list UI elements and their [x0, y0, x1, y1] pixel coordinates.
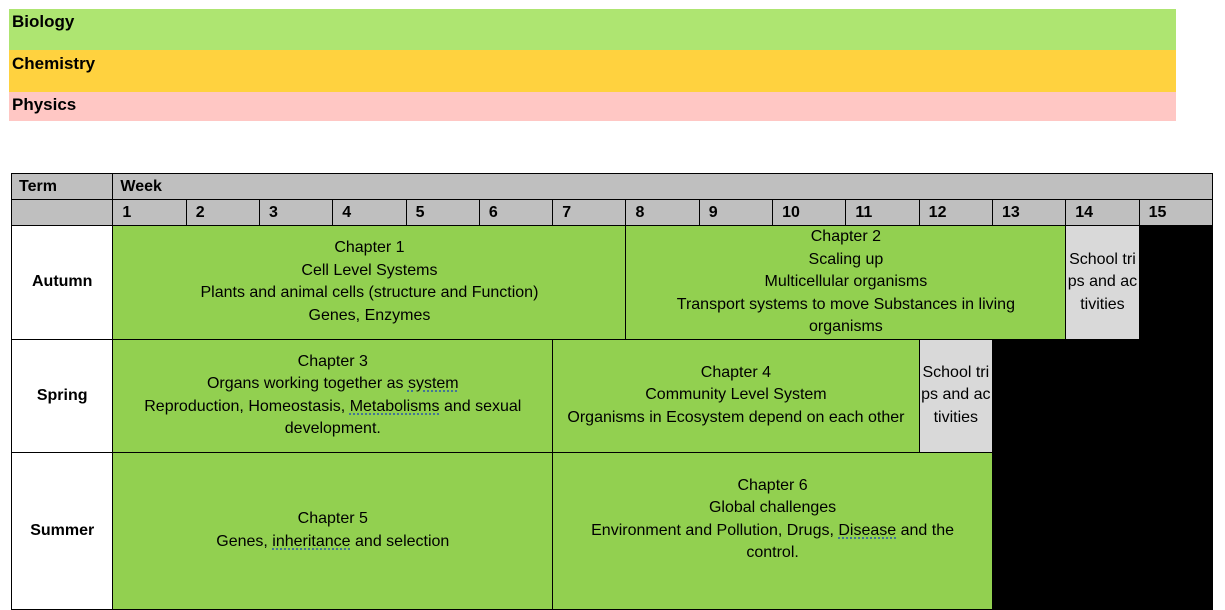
- legend-chemistry: Chemistry: [9, 50, 1176, 92]
- week-cell: 11: [846, 200, 919, 226]
- term-header: Term: [12, 174, 113, 200]
- chapter-title: Chapter 2: [810, 228, 881, 245]
- chapter-5-cell: [113, 452, 553, 609]
- chapter-topic: Organs working together as system: [206, 375, 459, 392]
- schedule-table: [11, 173, 1213, 610]
- summer-row: [12, 452, 1213, 609]
- week-cell: 6: [479, 200, 552, 226]
- legend-biology: Biology: [9, 9, 1176, 50]
- blocked-cell: [992, 452, 1065, 609]
- chapter-topic: Transport systems to move Substances in living organisms: [676, 295, 1015, 335]
- blank-header-cell: [12, 200, 113, 226]
- school-trips-cell: School trips and activities: [1066, 226, 1139, 340]
- chapter-topic: Plants and animal cells (structure and Function): [200, 284, 539, 302]
- blocked-cell: [1066, 452, 1139, 609]
- week-cell: 8: [626, 200, 699, 226]
- chapter-title: Chapter 4: [700, 363, 772, 381]
- blocked-cell: [1139, 339, 1212, 452]
- school-trips-cell: School trips and activities: [919, 339, 992, 452]
- week-cell: 15: [1139, 200, 1212, 226]
- blocked-cell: [1139, 452, 1212, 609]
- week-cell: 3: [260, 200, 333, 226]
- chapter-topic: Global challenges: [708, 499, 837, 516]
- week-cell: 4: [333, 200, 406, 226]
- week-cell: 5: [406, 200, 479, 226]
- chapter-1-cell: [113, 226, 626, 340]
- week-cell: 9: [699, 200, 772, 226]
- week-numbers-row: [12, 200, 1213, 226]
- chapter-topic: Environment and Pollution, Drugs, Disease and the control.: [591, 521, 955, 561]
- chapter-topic: Cell Level Systems: [301, 261, 438, 279]
- spring-row: [12, 339, 1213, 452]
- chapter-topic: Community Level System: [645, 386, 827, 404]
- chapter-topic: Organisms in Ecosystem depend on each other: [567, 408, 905, 426]
- week-cell: 13: [992, 200, 1065, 226]
- chapter-title: Chapter 6: [737, 476, 808, 494]
- blocked-cell: [1066, 339, 1139, 452]
- week-cell: 10: [773, 200, 846, 226]
- week-cell: 14: [1066, 200, 1139, 226]
- week-cell: 2: [186, 200, 259, 226]
- chapter-topic: Scaling up: [808, 250, 884, 268]
- chapter-title: Chapter 5: [297, 510, 368, 527]
- legend-physics: Physics: [9, 92, 1176, 121]
- blocked-cell: [1139, 226, 1212, 340]
- blocked-cell: [992, 339, 1065, 452]
- chapter-title: Chapter 1: [334, 239, 405, 257]
- term-autumn: Autumn: [12, 226, 113, 340]
- chapter-topic: Reproduction, Homeostasis, Metabolisms and sexual development.: [144, 397, 522, 437]
- chapter-2-cell: [626, 226, 1066, 340]
- week-cell: 1: [113, 200, 186, 226]
- chapter-topic: Genes, Enzymes: [308, 306, 431, 324]
- week-header: Week: [113, 174, 1213, 200]
- autumn-row: [12, 226, 1213, 340]
- week-cell: 7: [553, 200, 626, 226]
- term-summer: Summer: [12, 452, 113, 609]
- week-cell: 12: [919, 200, 992, 226]
- chapter-title: Chapter 3: [297, 352, 368, 370]
- chapter-topic: Multicellular organisms: [764, 273, 928, 290]
- term-spring: Spring: [12, 339, 113, 452]
- chapter-4-cell: [553, 339, 919, 452]
- chapter-6-cell: [553, 452, 993, 609]
- chapter-topic: Genes, inheritance and selection: [216, 532, 450, 550]
- chapter-3-cell: [113, 339, 553, 452]
- header-row: [12, 174, 1213, 200]
